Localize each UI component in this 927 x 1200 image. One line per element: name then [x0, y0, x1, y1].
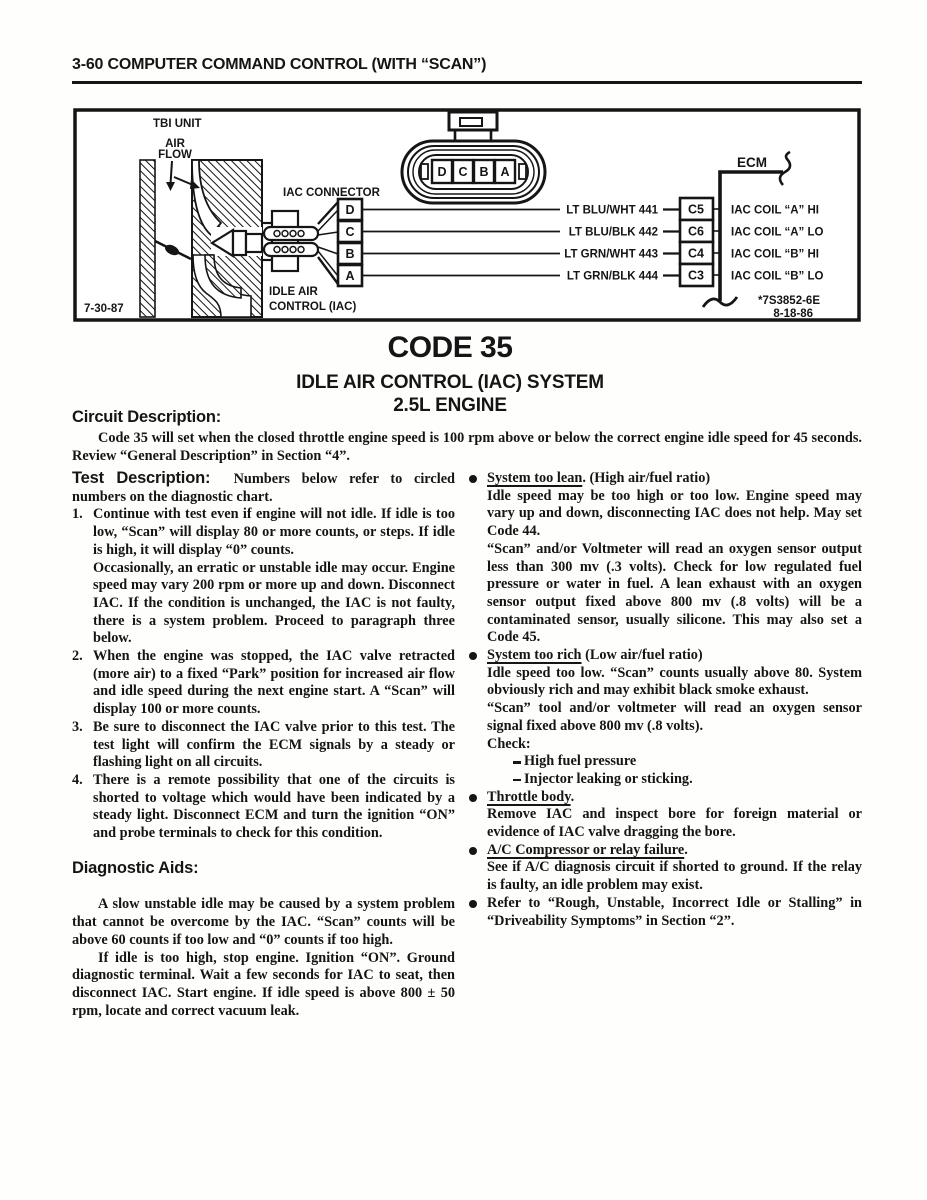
dash-icon — [513, 761, 521, 763]
svg-text:B: B — [479, 165, 489, 179]
svg-text:IAC COIL “B” HI: IAC COIL “B” HI — [731, 248, 819, 261]
svg-text:FLOW: FLOW — [158, 149, 192, 161]
svg-text:C5: C5 — [688, 202, 704, 217]
svg-text:8-18-86: 8-18-86 — [773, 308, 813, 320]
svg-text:IAC COIL “A” HI: IAC COIL “A” HI — [731, 204, 819, 217]
symptom-throttle-body: Throttle body. Remove IAC and inspect bore for foreign material or evidence of IAC valve dragging the bore. — [468, 789, 862, 842]
svg-text:A: A — [345, 269, 355, 283]
svg-text:IAC CONNECTOR: IAC CONNECTOR — [283, 187, 380, 199]
svg-text:D: D — [437, 165, 447, 179]
svg-text:B: B — [345, 247, 355, 261]
symptom-system-too-rich: System too rich (Low air/fuel ratio) Idle speed too low. “Scan” counts usually above 80. System obviously rich and may exhibit black smoke exhaust. “Scan” tool and/or voltmeter will read an oxygen sensor signal fixed above 800 mv (.8 volts). Check: High fuel pressure Injector leaking or sticking. — [468, 647, 862, 789]
svg-text:IDLE AIR: IDLE AIR — [269, 286, 318, 298]
svg-text:AIR: AIR — [165, 138, 185, 150]
symptom-ac-compressor: A/C Compressor or relay failure. See if A/C diagnosis circuit if shorted to ground. If the relay is faulty, an idle problem may exist. — [468, 842, 862, 895]
svg-text:ECM: ECM — [737, 155, 767, 170]
bullet-icon — [469, 475, 477, 483]
check-item: High fuel pressure — [487, 753, 862, 771]
svg-text:C4: C4 — [688, 246, 704, 261]
bullet-icon — [469, 794, 477, 802]
circuit-description-section — [72, 408, 862, 465]
dash-icon — [513, 779, 521, 781]
svg-text:C3: C3 — [688, 268, 704, 283]
test-step-2: 2. When the engine was stopped, the IAC valve retracted (more air) to a fixed “Park” position for increased air flow and idle speed during the next engine start. A “Scan” will display 100 or more counts. — [72, 648, 455, 718]
svg-text:7-30-87: 7-30-87 — [84, 303, 124, 315]
svg-text:IAC COIL “B” LO: IAC COIL “B” LO — [731, 270, 824, 283]
svg-text:IAC COIL “A” LO: IAC COIL “A” LO — [731, 226, 824, 239]
code-title: CODE 35 — [387, 331, 513, 364]
iac-wiring-diagram-svg — [72, 107, 862, 323]
check-item: Injector leaking or sticking. — [487, 771, 862, 789]
diagnostic-aids-paragraph: If idle is too high, stop engine. Ignition “ON”. Ground diagnostic terminal. Wait a few seconds for IAC to seat, then disconnect IAC. Start engine. If idle speed is above 800 ± 50 rpm, locate and correct vacuum leak. — [72, 949, 455, 1019]
right-column — [468, 470, 862, 1020]
test-description-heading: Test Description: — [72, 469, 211, 487]
svg-text:*7S3852-6E: *7S3852-6E — [757, 295, 820, 307]
svg-text:LT GRN/BLK 444: LT GRN/BLK 444 — [566, 270, 658, 283]
wiring-diagram — [72, 107, 862, 323]
svg-text:C6: C6 — [688, 224, 704, 239]
title-block — [72, 331, 828, 417]
test-step-4: 4. There is a remote possibility that one of the circuits is shorted to voltage which would have been indicated by a steady light. Disconnect ECM and turn the ignition “ON” and probe terminals to check for this condition. — [72, 771, 455, 842]
left-column — [72, 470, 455, 1020]
symptom-refer-note: Refer to “Rough, Unstable, Incorrect Idle or Stalling” in “Driveability Symptoms” in Section “2”. — [468, 895, 862, 930]
diagnostic-aids-paragraph: A slow unstable idle may be caused by a system problem that cannot be overcome by the IAC. “Scan” counts will be above 60 counts if too low and “0” counts if too high. — [72, 896, 455, 948]
symptom-system-too-lean: System too lean. (High air/fuel ratio) Idle speed may be too high or too low. Engine speed may vary up and down, disconnecting IAC does not help. May set Code 44. “Scan” and/or Voltmeter will read an oxygen sensor output less than 300 mv (.3 volts). Check for low regulated fuel pressure or water in fuel. A lean exhaust with an oxygen sensor output fixed above 800 mv (.8 volts) will be a contaminated sensor, usually silicone. This may also set a Code 45. — [468, 470, 862, 647]
iac-connector-stack — [338, 199, 362, 286]
svg-text:C: C — [458, 165, 468, 179]
ecm-terminal-boxes — [680, 198, 720, 286]
bullet-icon — [469, 652, 477, 660]
two-column-area — [72, 470, 862, 1020]
bullet-icon — [469, 847, 477, 855]
svg-text:LT BLU/WHT 441: LT BLU/WHT 441 — [566, 204, 658, 217]
test-step-1: 1. Continue with test even if engine will not idle. If idle is too low, “Scan” will display 80 or more counts, or steps. If idle is high, it will display “0” counts. Occasionally, an erratic or unstable idle may occur. Engine speed may vary 200 rpm or more up and down. Disconnect IAC. If the condition is unchanged, the IAC is not faulty, there is a system problem. Proceed to paragraph three below. — [72, 506, 455, 647]
page-header: 3-60 COMPUTER COMMAND CONTROL (WITH “SCAN”) — [72, 56, 862, 84]
svg-text:C: C — [345, 225, 355, 239]
test-step-3: 3. Be sure to disconnect the IAC valve prior to this test. The test light will confirm the ECM signals by a steady or flashing light on all circuits. — [72, 718, 455, 771]
svg-text:TBI UNIT: TBI UNIT — [153, 118, 202, 130]
system-title: IDLE AIR CONTROL (IAC) SYSTEM — [296, 372, 604, 393]
svg-text:A: A — [500, 165, 510, 179]
diagnostic-aids-heading: Diagnostic Aids: — [72, 858, 199, 877]
svg-text:D: D — [345, 203, 355, 217]
svg-text:LT GRN/WHT 443: LT GRN/WHT 443 — [564, 248, 658, 261]
circuit-description-body: Code 35 will set when the closed throttle engine speed is 100 rpm above or below the correct engine idle speed for 45 seconds. Review “General Description” in Section “4”. — [72, 430, 862, 464]
svg-text:LT BLU/BLK 442: LT BLU/BLK 442 — [568, 226, 658, 239]
svg-text:CONTROL (IAC): CONTROL (IAC) — [269, 301, 357, 313]
circuit-description-heading: Circuit Description: — [72, 408, 222, 426]
bullet-icon — [469, 900, 477, 908]
test-description-intro: Test Description: Numbers below refer to circled numbers on the diagnostic chart. — [72, 469, 455, 505]
engine-title: 2.5L ENGINE — [393, 395, 507, 416]
